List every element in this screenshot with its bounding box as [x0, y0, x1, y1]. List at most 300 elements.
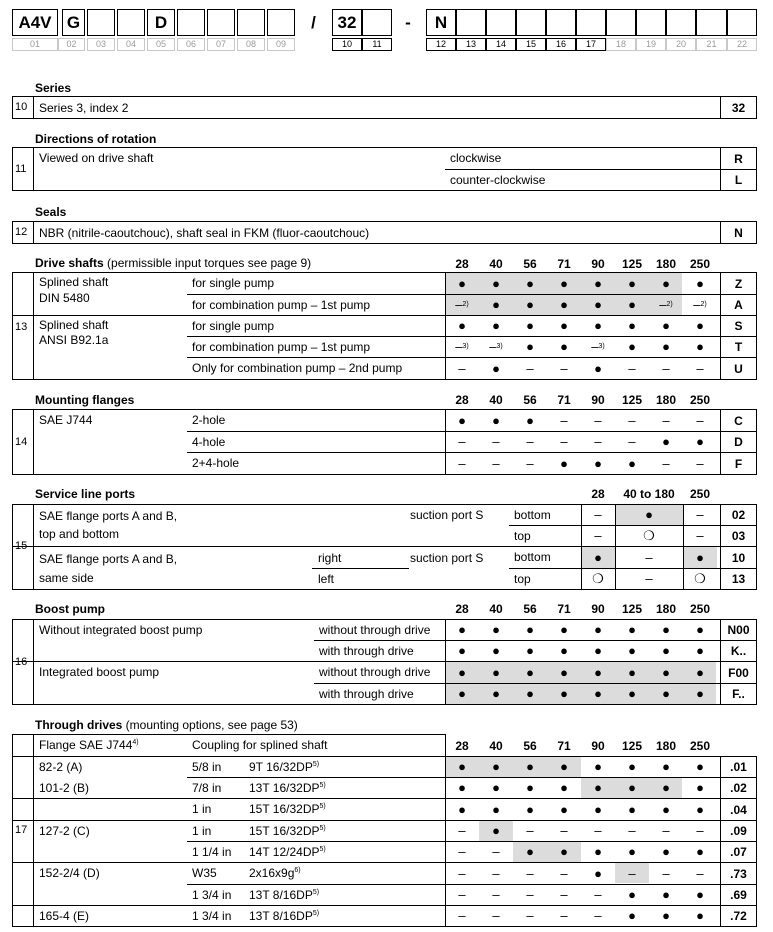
option-label: for single pump: [192, 319, 275, 333]
availability-mark: ●: [696, 622, 704, 637]
availability-mark: ●: [628, 622, 636, 637]
order-code: Z: [720, 272, 757, 295]
order-code: F..: [720, 683, 757, 705]
availability-mark: –: [696, 412, 704, 428]
port-group-label: SAE flange ports A and B,: [39, 552, 178, 566]
shaft-size-label: 1 in: [192, 802, 212, 816]
order-code: T: [720, 336, 757, 358]
section-title: Service line ports: [35, 487, 136, 501]
position-number: 10: [332, 38, 362, 51]
rule-line: [33, 504, 34, 590]
rule-line: [33, 147, 34, 191]
size-column-header: 56: [523, 393, 537, 407]
order-code: 10: [720, 546, 757, 569]
order-code: K..: [720, 640, 757, 662]
size-column-header: 125: [621, 393, 643, 407]
rule-line: [12, 589, 757, 590]
order-code: .01: [720, 756, 757, 778]
availability-mark: ●: [560, 318, 568, 333]
flange-label: 101-2 (B): [39, 781, 90, 795]
rule-line: [12, 704, 757, 705]
availability-mark: ●: [628, 664, 636, 680]
availability-mark: ●: [696, 686, 704, 701]
availability-mark: ●: [526, 275, 534, 291]
availability-mark: –: [594, 434, 602, 449]
availability-mark: ●: [662, 339, 670, 354]
size-column-header: 250: [689, 393, 711, 407]
size-column-header: 180: [655, 393, 677, 407]
position-number: 01: [12, 38, 58, 51]
type-code-cell: [516, 9, 546, 36]
availability-mark: –: [696, 507, 704, 522]
availability-mark: ●: [526, 643, 534, 658]
type-code-cell: [576, 9, 606, 36]
order-code: N: [720, 221, 757, 244]
availability-mark: –: [628, 434, 636, 449]
flange-label: 152-2/4 (D): [39, 866, 100, 880]
availability-mark: –: [526, 360, 534, 376]
availability-mark: – 2): [693, 297, 707, 312]
availability-mark: ●: [696, 844, 704, 859]
type-code-cell: [456, 9, 486, 36]
position-number: 08: [237, 38, 265, 51]
availability-mark: ●: [526, 780, 534, 795]
port-position-label: top: [514, 529, 531, 543]
section-number: 12: [15, 226, 28, 238]
position-number: 20: [666, 38, 696, 51]
order-code: .09: [720, 820, 757, 842]
shaft-size-label: 1 3/4 in: [192, 909, 232, 923]
availability-mark: –: [458, 823, 466, 838]
option-label: 4-hole: [192, 435, 226, 449]
availability-mark: – 3): [455, 339, 469, 354]
availability-mark: ●: [560, 664, 568, 680]
availability-mark: ●: [628, 686, 636, 701]
availability-mark: ●: [492, 643, 500, 658]
shaft-size-label: 1 1/4 in: [192, 845, 232, 859]
coupling-column-header: Coupling for splined shaft: [192, 738, 328, 752]
option-label: without through drive: [319, 623, 431, 637]
availability-mark: ●: [628, 887, 636, 902]
type-code-cell: [546, 9, 576, 36]
order-code: 02: [720, 504, 757, 526]
option-label: clockwise: [450, 151, 502, 165]
availability-mark: –: [458, 434, 466, 449]
availability-mark: ●: [662, 686, 670, 701]
availability-mark: –: [594, 528, 602, 543]
availability-mark: –: [696, 455, 704, 471]
port-position-label: bottom: [514, 550, 551, 564]
availability-mark: ●: [458, 686, 466, 701]
port-column-header: 40 to 180: [623, 487, 675, 501]
availability-mark: –: [492, 844, 500, 859]
availability-mark: ●: [560, 686, 568, 701]
availability-mark: ●: [492, 622, 500, 637]
availability-mark: –: [662, 865, 670, 881]
shaft-type-label: ANSI B92.1a: [39, 333, 109, 347]
availability-mark: ●: [696, 908, 704, 923]
availability-mark: –: [526, 434, 534, 449]
availability-mark: ●: [628, 455, 636, 471]
port-column-header: 250: [689, 487, 711, 501]
type-code-cell: [177, 9, 205, 36]
side-label: left: [318, 572, 335, 586]
rule-line: [12, 379, 757, 380]
availability-mark: ●: [458, 780, 466, 795]
availability-mark: –: [560, 823, 568, 838]
boost-group-label: Integrated boost pump: [39, 665, 160, 679]
availability-mark: –: [560, 412, 568, 428]
availability-mark: ●: [526, 622, 534, 637]
flange-label: 82-2 (A): [39, 760, 83, 774]
availability-mark: ●: [492, 360, 500, 376]
availability-mark: ●: [458, 412, 466, 428]
footnote-ref: 5): [312, 889, 320, 896]
availability-mark: ●: [696, 759, 704, 774]
option-label: with through drive: [319, 687, 414, 701]
availability-mark: ●: [526, 664, 534, 680]
availability-mark: –: [628, 823, 636, 838]
spline-label: 13T 8/16DP$^{5)}$: [249, 909, 320, 923]
availability-mark: ●: [662, 887, 670, 902]
availability-mark: ●: [594, 780, 602, 795]
availability-mark: ●: [594, 360, 602, 376]
section-number: 16: [15, 656, 28, 668]
size-column-header: 90: [591, 257, 605, 271]
size-column-header: 28: [455, 393, 469, 407]
availability-mark: – 3): [489, 339, 503, 354]
availability-mark: –: [492, 455, 500, 471]
availability-mark: ●: [696, 780, 704, 795]
option-label: counter-clockwise: [450, 173, 546, 187]
rule-line: [12, 820, 187, 821]
type-code-cell: [486, 9, 516, 36]
availability-mark: ●: [645, 507, 653, 522]
availability-mark: ●: [492, 801, 500, 817]
availability-mark: ●: [628, 759, 636, 774]
availability-mark: ●: [458, 643, 466, 658]
shaft-size-label: W35: [192, 866, 217, 880]
size-column-header: 71: [557, 602, 571, 616]
availability-mark: –: [458, 887, 466, 902]
type-code-cell: [87, 9, 115, 36]
rule-line: [33, 734, 34, 927]
availability-mark: –: [594, 823, 602, 838]
rule-line: [12, 147, 757, 148]
availability-mark: ●: [526, 686, 534, 701]
size-column-header: 90: [591, 602, 605, 616]
availability-mark: ●: [594, 801, 602, 817]
rule-line: [12, 409, 13, 475]
section-title: Mounting flanges: [35, 393, 135, 407]
availability-mark: – 2): [659, 297, 673, 312]
rule-line: [12, 474, 757, 475]
availability-mark: –: [628, 412, 636, 428]
availability-mark: –: [696, 865, 704, 881]
availability-mark: – 2): [455, 297, 469, 312]
section-note: (permissible input torques see page 9): [103, 256, 312, 270]
order-code: R: [720, 147, 757, 170]
rule-line: [33, 221, 34, 244]
rule-line: [12, 243, 757, 244]
type-code-cell: [267, 9, 295, 36]
section-title: Directions of rotation: [35, 132, 157, 146]
type-code-cell: -: [405, 13, 411, 32]
section-title: Through drives (mounting options, see page 53): [35, 718, 298, 732]
availability-mark: ●: [492, 318, 500, 333]
spline-label: 13T 8/16DP$^{5)}$: [249, 888, 320, 902]
availability-mark: ●: [696, 664, 704, 680]
section-title: Series: [35, 81, 72, 95]
footnote-ref: 5): [319, 846, 326, 853]
type-code-cell: [117, 9, 145, 36]
type-code-cell: [606, 9, 636, 36]
port-column-header: 28: [591, 487, 605, 501]
row-label: NBR (nitrile-caoutchouc), shaft seal in FKM (fluor-caoutchouc): [39, 226, 370, 240]
position-number: 17: [576, 38, 606, 51]
availability-mark: – 3): [591, 339, 605, 354]
availability-mark: –: [628, 865, 636, 881]
availability-mark: ●: [594, 686, 602, 701]
footnote-ref: 5): [319, 782, 326, 789]
position-number: 02: [58, 38, 85, 51]
availability-mark: –: [526, 887, 534, 902]
availability-mark: ●: [560, 844, 568, 859]
suction-label: suction port S: [410, 551, 484, 565]
rule-line: [12, 190, 757, 191]
size-column-header: 250: [689, 602, 711, 616]
position-number: 21: [696, 38, 727, 51]
availability-mark: ●: [628, 297, 636, 312]
availability-mark: ●: [628, 801, 636, 817]
order-code: S: [720, 315, 757, 337]
flange-standard-label: SAE J744: [39, 413, 93, 427]
availability-mark: ●: [662, 801, 670, 817]
footnote-ref: 5): [319, 825, 326, 832]
availability-mark: –: [662, 412, 670, 428]
flange-column-header: Flange SAE J744$^{4)}$: [39, 738, 139, 752]
type-code-cell: [666, 9, 696, 36]
rule-line: [33, 619, 34, 705]
availability-mark: ●: [628, 908, 636, 923]
section-number: 17: [15, 824, 28, 836]
availability-mark: ●: [662, 780, 670, 795]
spline-label: 9T 16/32DP$^{5)}$: [249, 760, 320, 774]
availability-mark: ●: [526, 759, 534, 774]
position-number: 15: [516, 38, 546, 51]
type-code-cell: [207, 9, 235, 36]
size-column-header: 125: [621, 257, 643, 271]
availability-mark: ●: [492, 664, 500, 680]
availability-mark: ●: [662, 908, 670, 923]
type-code-cell: /: [311, 13, 316, 32]
type-code-cell: [696, 9, 727, 36]
availability-mark: ●: [662, 664, 670, 680]
availability-mark: –: [594, 412, 602, 428]
availability-mark: ●: [492, 686, 500, 701]
size-column-header: 28: [455, 602, 469, 616]
spline-label: 13T 16/32DP$^{5)}$: [249, 781, 326, 795]
availability-mark: –: [526, 823, 534, 838]
availability-mark: ●: [594, 664, 602, 680]
size-column-header: 250: [689, 739, 711, 753]
availability-mark: ●: [594, 759, 602, 774]
footnote-ref: 5): [319, 803, 326, 810]
availability-mark: ●: [458, 318, 466, 333]
availability-mark: ●: [628, 643, 636, 658]
availability-mark: ●: [560, 339, 568, 354]
availability-mark: ●: [492, 759, 500, 774]
availability-mark: ●: [526, 412, 534, 428]
position-number: 11: [362, 38, 392, 51]
shaft-type-label: Splined shaft: [39, 318, 109, 332]
availability-mark: ●: [560, 801, 568, 817]
availability-mark: ●: [492, 297, 500, 312]
option-label: for combination pump – 1st pump: [192, 298, 371, 312]
availability-mark: ●: [526, 297, 534, 312]
availability-mark: –: [526, 908, 534, 923]
availability-mark: ●: [560, 622, 568, 637]
availability-mark: –: [492, 887, 500, 902]
rule-line: [12, 96, 13, 119]
size-column-header: 250: [689, 257, 711, 271]
section-title: Seals: [35, 205, 67, 219]
availability-mark: ●: [492, 780, 500, 795]
position-number: 12: [426, 38, 456, 51]
position-number: 03: [87, 38, 115, 51]
availability-mark: ●: [628, 275, 636, 291]
availability-mark: –: [458, 844, 466, 859]
availability-mark: –: [492, 434, 500, 449]
section-note: (mounting options, see page 53): [122, 718, 298, 732]
availability-mark: –: [594, 908, 602, 923]
position-number: 22: [727, 38, 757, 51]
availability-mark: –: [645, 571, 653, 586]
availability-mark: ●: [560, 780, 568, 795]
order-code: N00: [720, 619, 757, 641]
availability-mark: ●: [492, 412, 500, 428]
availability-mark: –: [662, 455, 670, 471]
availability-mark: ●: [696, 643, 704, 658]
order-code: .73: [720, 862, 757, 885]
availability-mark: ●: [662, 759, 670, 774]
section-title: Drive shafts (permissible input torques see page 9): [35, 256, 312, 270]
position-number: 07: [207, 38, 235, 51]
rule-line: [12, 221, 757, 222]
rule-line: [12, 504, 13, 590]
section-number: 13: [15, 321, 28, 333]
rule-line: [12, 147, 13, 191]
availability-mark: –: [594, 887, 602, 902]
section-number: 14: [15, 436, 28, 448]
availability-mark: ●: [458, 759, 466, 774]
availability-mark: –: [458, 908, 466, 923]
availability-mark: ●: [594, 549, 602, 565]
availability-mark: ●: [526, 318, 534, 333]
order-code: F: [720, 452, 757, 475]
size-column-header: 40: [489, 257, 503, 271]
rule-line: [33, 96, 34, 119]
size-column-header: 71: [557, 393, 571, 407]
availability-mark: ●: [696, 801, 704, 817]
option-label: with through drive: [319, 644, 414, 658]
availability-mark: ●: [594, 865, 602, 881]
availability-mark: –: [662, 823, 670, 838]
rule-line: [445, 169, 720, 170]
availability-mark: –: [560, 887, 568, 902]
row-label: Series 3, index 2: [39, 101, 129, 115]
type-code-cell: G: [62, 9, 85, 36]
availability-mark: ●: [594, 297, 602, 312]
availability-mark: ●: [628, 780, 636, 795]
availability-mark: –: [560, 360, 568, 376]
availability-mark: –: [696, 823, 704, 838]
order-code: .07: [720, 841, 757, 863]
port-position-label: bottom: [514, 508, 551, 522]
availability-mark: ●: [696, 549, 704, 565]
type-code-cell: [727, 9, 757, 36]
size-column-header: 180: [655, 739, 677, 753]
row-label: Viewed on drive shaft: [39, 151, 154, 165]
footnote-ref: 5): [312, 910, 320, 917]
suction-label: suction port S: [410, 508, 484, 522]
availability-mark: –: [560, 908, 568, 923]
availability-mark: ●: [662, 643, 670, 658]
availability-mark: ●: [560, 275, 568, 291]
rule-line: [12, 96, 757, 97]
position-number: 19: [636, 38, 666, 51]
boost-group-label: Without integrated boost pump: [39, 623, 203, 637]
size-column-header: 40: [489, 393, 503, 407]
availability-mark: –: [628, 360, 636, 376]
section-number: 10: [15, 101, 28, 113]
rule-line: [12, 926, 757, 927]
availability-mark: –: [696, 360, 704, 376]
availability-mark: ●: [662, 844, 670, 859]
port-group-label: top and bottom: [39, 527, 120, 541]
order-code: A: [720, 294, 757, 316]
size-column-header: 28: [455, 739, 469, 753]
option-label: for single pump: [192, 276, 275, 290]
availability-mark: ●: [594, 643, 602, 658]
availability-mark: –: [492, 908, 500, 923]
availability-mark: ●: [458, 801, 466, 817]
availability-mark: –: [526, 865, 534, 881]
position-number: 16: [546, 38, 576, 51]
section-number: 11: [15, 163, 27, 175]
size-column-header: 56: [523, 739, 537, 753]
availability-mark: ●: [526, 339, 534, 354]
availability-mark: ●: [526, 844, 534, 859]
order-code: .72: [720, 905, 757, 927]
shaft-size-label: 1 in: [192, 824, 212, 838]
position-number: 18: [606, 38, 636, 51]
position-number: 04: [117, 38, 145, 51]
availability-mark: ●: [662, 318, 670, 333]
position-number: 09: [267, 38, 295, 51]
availability-mark: ●: [560, 759, 568, 774]
type-code-cell: [362, 9, 392, 36]
order-code: .69: [720, 884, 757, 906]
order-code: 13: [720, 568, 757, 590]
availability-mark: –: [458, 455, 466, 471]
availability-mark: ●: [628, 844, 636, 859]
order-code: 32: [720, 96, 757, 119]
availability-mark: ●: [458, 622, 466, 637]
option-label: Only for combination pump – 2nd pump: [192, 361, 403, 375]
availability-mark: ❍: [694, 571, 706, 586]
availability-mark: ●: [696, 275, 704, 291]
